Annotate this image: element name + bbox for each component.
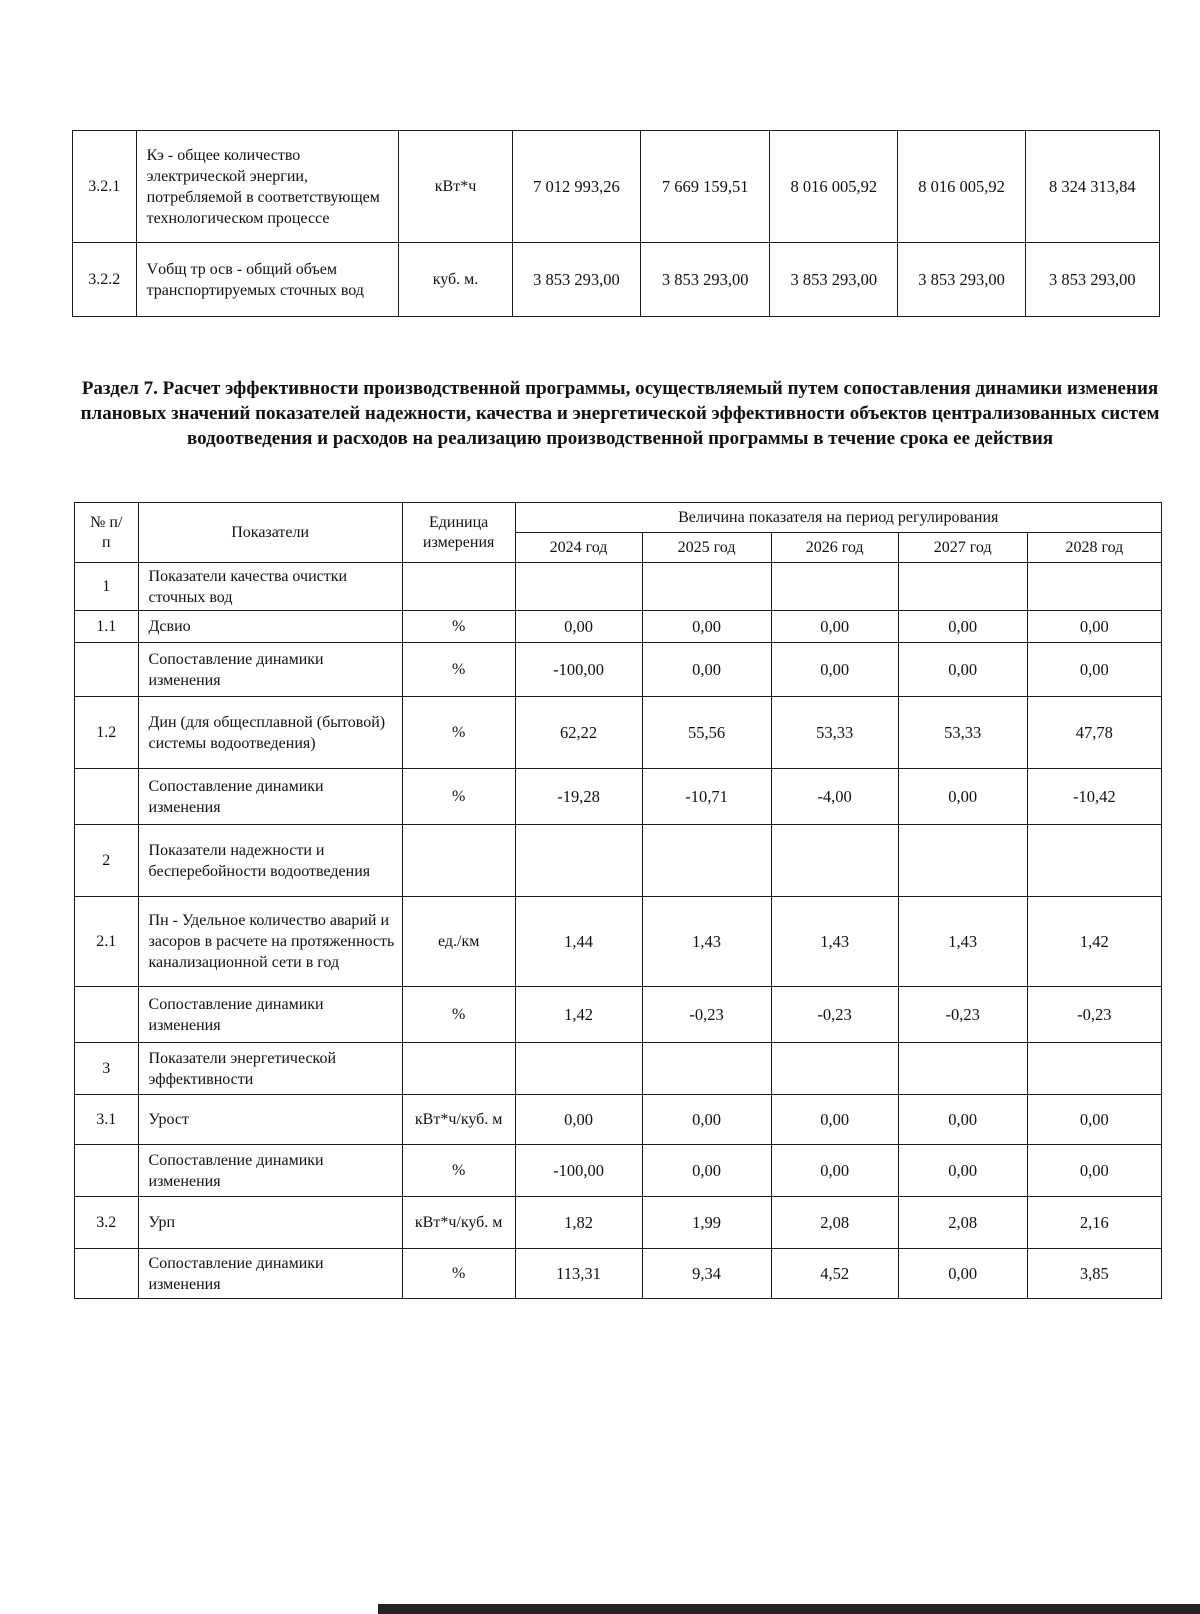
value-cell [898,563,1027,611]
table-row [75,697,1162,769]
indicator-name: Показатели качества очистки сточных вод [138,563,402,611]
value-cell: -100,00 [515,1145,642,1197]
value-cell: 2,08 [898,1197,1027,1249]
section-title: Раздел 7. Расчет эффективности производственной программы, осуществляемый путем сопоставления динамики изменения плановых значений показателей надежности, качества и энергетической эффективности объектов централизованных систем водоотведения и расходов на реализацию производственной программы в течение срока ее действия [80,378,1160,449]
value-cell: 0,00 [515,611,642,643]
value-cell: 1,43 [771,897,898,987]
value-cell: 9,34 [642,1249,771,1299]
indicator-name: Пн - Удельное количество аварий и засоров в расчете на протяженность канализационной сети в год [138,897,402,987]
value-cell: 8 016 005,92 [770,131,898,243]
header-row [75,503,1162,533]
table-row [75,1197,1162,1249]
value-cell: -0,23 [642,987,771,1043]
value-cell: 0,00 [898,1095,1027,1145]
indicator-name: Урп [138,1197,402,1249]
unit-cell: % [402,697,515,769]
value-cell: 1,43 [898,897,1027,987]
row-number [75,1145,139,1197]
header-year: 2027 год [898,533,1027,563]
value-cell: -10,42 [1027,769,1161,825]
value-cell [771,1043,898,1095]
row-number: 2 [75,825,139,897]
table-row [75,611,1162,643]
value-cell: 0,00 [642,1095,771,1145]
unit-cell: куб. м. [399,243,513,317]
value-cell [898,825,1027,897]
table-row [75,987,1162,1043]
header-number: № п/п [75,503,139,563]
value-cell: 1,43 [642,897,771,987]
value-cell: 8 016 005,92 [898,131,1025,243]
value-cell [642,825,771,897]
value-cell: 0,00 [1027,1145,1161,1197]
value-cell: 0,00 [898,1249,1027,1299]
table-row [75,643,1162,697]
value-cell: 3,85 [1027,1249,1161,1299]
value-cell [515,825,642,897]
indicator-name: Кэ - общее количество электрической энергии, потребляемой в соответствующем технологическом процессе [136,131,399,243]
unit-cell: % [402,987,515,1043]
indicator-name: Vобщ тр осв - общий объем транспортируемых сточных вод [136,243,399,317]
row-number: 1 [75,563,139,611]
value-cell: 53,33 [771,697,898,769]
value-cell: 113,31 [515,1249,642,1299]
row-number: 3.2.1 [73,131,137,243]
value-cell: 0,00 [771,1095,898,1145]
value-cell [1027,563,1161,611]
indicator-name: Сопоставление динамики изменения [138,987,402,1043]
value-cell: -0,23 [771,987,898,1043]
value-cell: 1,44 [515,897,642,987]
indicator-name: Показатели энергетической эффективности [138,1043,402,1095]
unit-cell: кВт*ч [399,131,513,243]
table-row [75,563,1162,611]
value-cell: 1,99 [642,1197,771,1249]
value-cell: 3 853 293,00 [1025,243,1159,317]
table-row [75,825,1162,897]
value-cell: 0,00 [898,769,1027,825]
table-row [75,1095,1162,1145]
value-cell: 55,56 [642,697,771,769]
efficiency-table [74,502,1162,1299]
row-number [75,1249,139,1299]
header-year: 2025 год [642,533,771,563]
value-cell: 0,00 [642,643,771,697]
value-cell: 0,00 [1027,611,1161,643]
scan-edge [378,1604,1200,1614]
value-cell [898,1043,1027,1095]
row-number [75,769,139,825]
row-number: 3.1 [75,1095,139,1145]
value-cell [515,563,642,611]
unit-cell: % [402,643,515,697]
value-cell: -0,23 [898,987,1027,1043]
row-number: 2.1 [75,897,139,987]
value-cell: 4,52 [771,1249,898,1299]
indicator-name: Урост [138,1095,402,1145]
indicator-name: Дсвио [138,611,402,643]
value-cell [771,563,898,611]
table-row [75,897,1162,987]
value-cell: 53,33 [898,697,1027,769]
value-cell: -19,28 [515,769,642,825]
value-cell: 1,42 [1027,897,1161,987]
table-row [73,131,1160,243]
value-cell: 0,00 [1027,643,1161,697]
indicator-name: Сопоставление динамики изменения [138,769,402,825]
header-year: 2024 год [515,533,642,563]
value-cell: 3 853 293,00 [898,243,1025,317]
unit-cell: % [402,611,515,643]
value-cell: 0,00 [642,1145,771,1197]
unit-cell: ед./км [402,897,515,987]
value-cell: 3 853 293,00 [641,243,770,317]
value-cell: 62,22 [515,697,642,769]
value-cell: 2,08 [771,1197,898,1249]
value-cell [515,1043,642,1095]
value-cell: 0,00 [898,611,1027,643]
value-cell: 0,00 [898,643,1027,697]
header-indicator: Показатели [138,503,402,563]
value-cell [642,563,771,611]
value-cell: -100,00 [515,643,642,697]
indicator-name: Сопоставление динамики изменения [138,1249,402,1299]
value-cell: 3 853 293,00 [770,243,898,317]
row-number: 1.2 [75,697,139,769]
row-number: 3.2 [75,1197,139,1249]
unit-cell: кВт*ч/куб. м [402,1197,515,1249]
header-year: 2028 год [1027,533,1161,563]
table-row [75,769,1162,825]
value-cell [771,825,898,897]
indicator-name: Сопоставление динамики изменения [138,643,402,697]
unit-cell [402,1043,515,1095]
value-cell: 1,42 [515,987,642,1043]
row-number: 3 [75,1043,139,1095]
continuation-table [72,130,1160,317]
value-cell [1027,1043,1161,1095]
row-number [75,987,139,1043]
value-cell: -0,23 [1027,987,1161,1043]
value-cell: 3 853 293,00 [512,243,640,317]
unit-cell: % [402,1145,515,1197]
indicator-name: Сопоставление динамики изменения [138,1145,402,1197]
value-cell: 0,00 [642,611,771,643]
value-cell: 7 669 159,51 [641,131,770,243]
unit-cell [402,825,515,897]
value-cell: 0,00 [1027,1095,1161,1145]
value-cell: -10,71 [642,769,771,825]
value-cell: 47,78 [1027,697,1161,769]
unit-cell: % [402,1249,515,1299]
value-cell: 2,16 [1027,1197,1161,1249]
header-unit: Единица измерения [402,503,515,563]
table-row [75,1249,1162,1299]
header-year: 2026 год [771,533,898,563]
table-row [75,1145,1162,1197]
table-row [75,1043,1162,1095]
value-cell [642,1043,771,1095]
value-cell: 1,82 [515,1197,642,1249]
value-cell: 0,00 [771,1145,898,1197]
unit-cell: кВт*ч/куб. м [402,1095,515,1145]
row-number [75,643,139,697]
row-number: 3.2.2 [73,243,137,317]
value-cell: 0,00 [771,611,898,643]
row-number: 1.1 [75,611,139,643]
table-row [73,243,1160,317]
value-cell [1027,825,1161,897]
value-cell: 0,00 [898,1145,1027,1197]
unit-cell: % [402,769,515,825]
value-cell: -4,00 [771,769,898,825]
indicator-name: Показатели надежности и бесперебойности водоотведения [138,825,402,897]
header-period: Величина показателя на период регулирования [515,503,1162,533]
value-cell: 0,00 [771,643,898,697]
unit-cell [402,563,515,611]
value-cell: 0,00 [515,1095,642,1145]
value-cell: 7 012 993,26 [512,131,640,243]
indicator-name: Дин (для общесплавной (бытовой) системы водоотведения) [138,697,402,769]
value-cell: 8 324 313,84 [1025,131,1159,243]
